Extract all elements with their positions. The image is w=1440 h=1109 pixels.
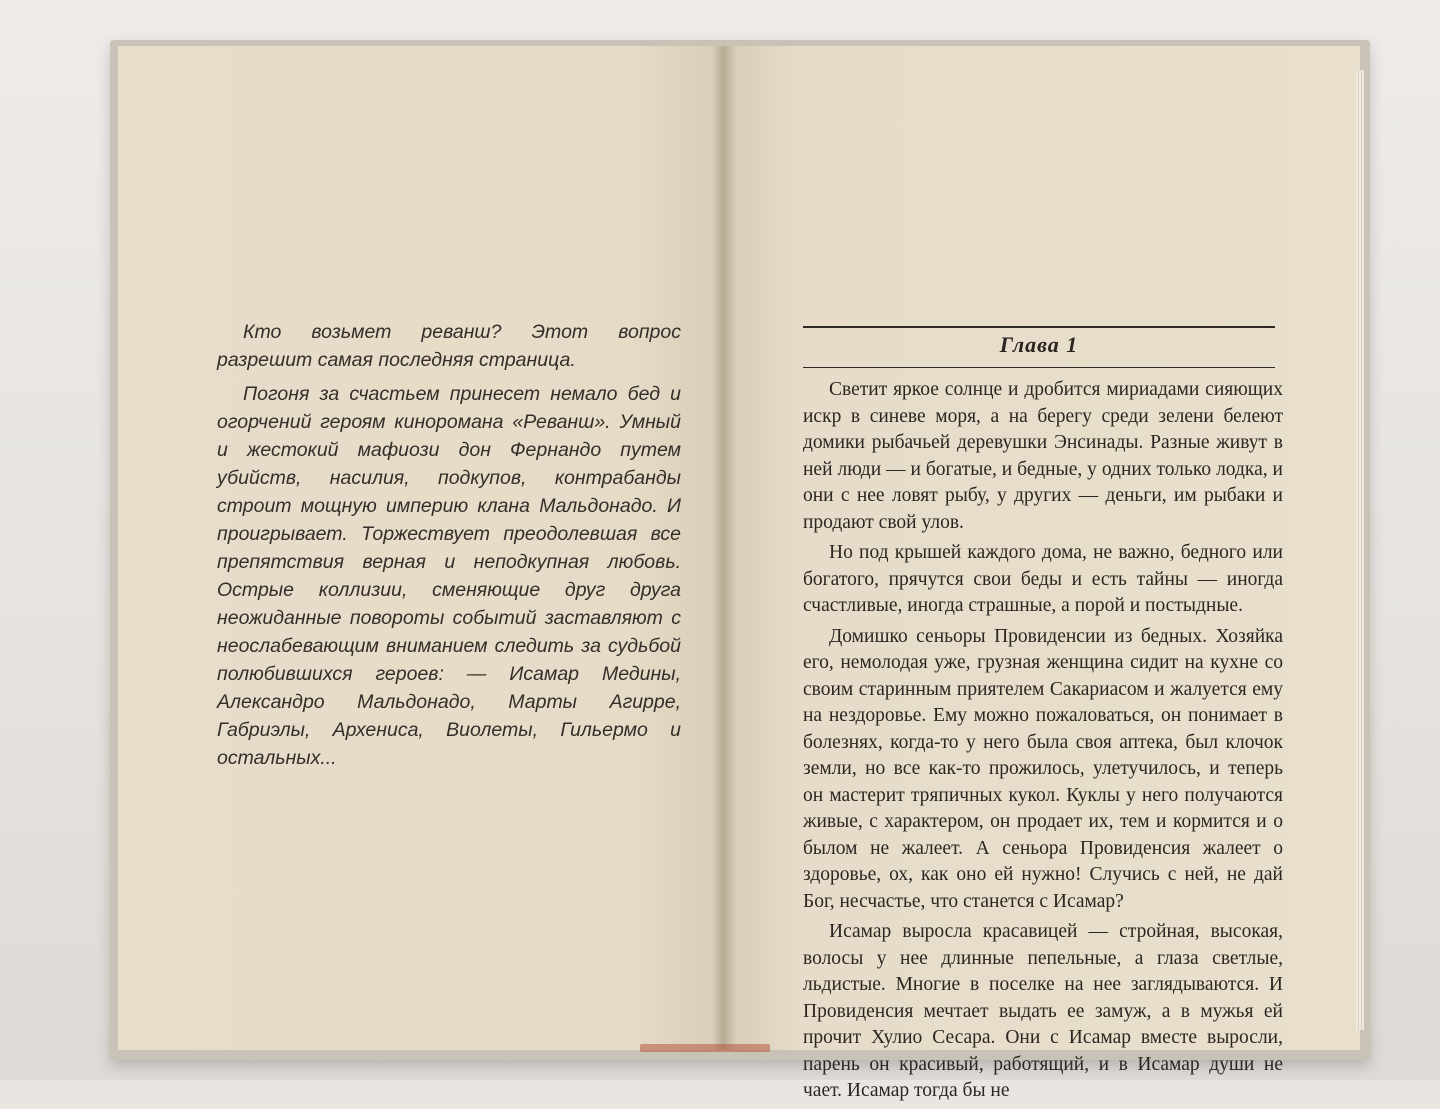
chapter-body <box>803 377 1283 1109</box>
book-spine <box>712 46 736 1050</box>
chapter-title: Глава 1 <box>999 332 1079 357</box>
cover-edge <box>640 1044 770 1052</box>
annotation-paragraph: Погоня за счастьем принесет немало бед и огорчений героям кинoромана «Реванш». Умный и жестокий мафиози дон Фернандо путем убийств, насилия, подкупов, контрабанды строит мощную империю клана Мальдонадо. И проигрывает. Торжествует преодолевшая все препятствия верная и неподкупная любовь. Острые коллизии, сменяющие друг друга неожиданные повороты событий заставляют с неослабевающим вниманием следить за судьбой полюбившихся героев: — Исамар Медины, Александро Мальдонадо, Марты Агирре, Габриэлы, Архениса, Виолеты, Гильермо и остальных... <box>217 383 681 769</box>
body-paragraph: Светит яркое солнце и дробится мириадами сияющих искр в синеве моря, а на берегу среди зелени белеют домики рыбачьей деревушки Энсинады. Разные живут в ней люди — и богатые, и бедные, у одних только лодка, и они с нее ловят рыбу, у других — деньги, им рыбаки и продают свой улов. <box>803 379 1283 533</box>
book-annotation <box>217 318 681 778</box>
annotation-paragraph: Кто возьмет реванш? Этот вопрос разрешит самая последняя страница. <box>217 321 681 371</box>
page-edges <box>1356 70 1364 1030</box>
chapter-rule-top <box>803 326 1275 328</box>
body-paragraph: Исамар выросла красавицей — стройная, высокая, волосы у нее длинные пепельные, а глаза светлые, льдистые. Многие в поселке на нее заглядываются. И Провиденсия мечтает выдать ее замуж, а в мужья ей прочит Хулио Сесара. Они с Исамар вместе выросли, парень он красивый, работящий, и в Исамар души не чает. Исамар тогда бы не <box>803 921 1283 1101</box>
chapter-rule-bottom <box>803 367 1275 368</box>
show-through-title <box>205 100 675 128</box>
body-paragraph: Домишко сеньоры Провиденсии из бедных. Хозяйка его, немолодая уже, грузная женщина сидит на кухне со своим старинным приятелем Сакариасом и жалуется ему на нездоровье. Ему можно пожаловаться, он понимает в болезнях, когда-то у него была своя аптека, был клочок земли, но все как-то прожилось, улетучилось, и теперь он мастерит тряпичных кукол. Куклы у него получаются живые, с характером, он продает их, тем и кормится и о былом не жалеет. А сеньора Провиденсия жалеет о здоровье, ох, как оно ей нужно! Случись с ней, не дай Бог, несчастье, что станется с Исамар? <box>803 625 1283 912</box>
body-paragraph: Но под крышей каждого дома, не важно, бедного или богатого, прячутся свои беды и есть тайны — иногда счастливые, иногда страшные, а порой и постыдные. <box>803 542 1283 616</box>
